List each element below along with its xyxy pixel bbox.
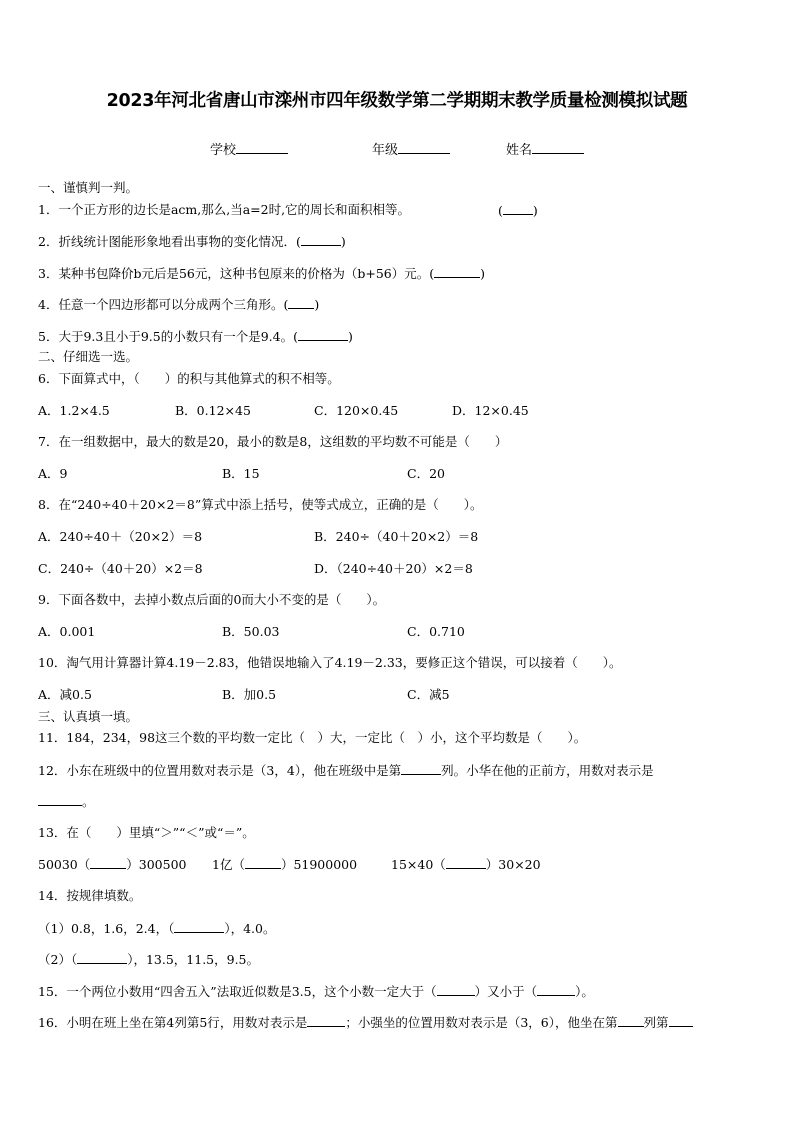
question-13: 13．在（ ）里填“＞”“＜”或“＝”。 bbox=[38, 824, 255, 840]
q7-options bbox=[38, 464, 764, 496]
q9-options bbox=[38, 622, 764, 654]
question-10: 10．淘气用计算器计算4.19－2.83，他错误地输入了4.19－2.33，要修正这个错误，可以接着（ ）。 bbox=[38, 655, 622, 671]
q13-blank-1[interactable] bbox=[90, 854, 126, 869]
q13-item-1: 50030（ ）300500 bbox=[38, 854, 186, 875]
q10-option-a[interactable]: A．减0.5 bbox=[38, 686, 92, 702]
question-12: 12．小东在班级中的位置用数对表示是（3，4），他在班级中是第 列。小华在他的正前方，用数对表示是 bbox=[38, 760, 764, 792]
section-heading-fill: 三、认真填一填。 bbox=[38, 708, 139, 724]
q10-option-b[interactable]: B．加0.5 bbox=[222, 686, 277, 702]
q7-option-b[interactable]: B．15 bbox=[222, 465, 260, 481]
question-5: 5．大于9.3且小于9.5的小数只有一个是9.4。( ) bbox=[38, 326, 764, 358]
q2-answer-blank[interactable] bbox=[301, 231, 341, 246]
name-field[interactable] bbox=[506, 139, 584, 158]
q14-blank-1[interactable] bbox=[174, 918, 224, 933]
question-3: 3．某种书包降价b元后是56元，这种书包原来的价格为（b+56）元。( ) bbox=[38, 263, 764, 295]
q13-item-3: 15×40（ ）30×20 bbox=[391, 854, 541, 875]
q8-option-a[interactable]: A．240÷40＋（20×2）＝8 bbox=[38, 528, 203, 544]
q9-option-a[interactable]: A．0.001 bbox=[38, 623, 96, 639]
q6-option-d[interactable]: D．12×0.45 bbox=[452, 402, 529, 418]
school-field[interactable] bbox=[210, 139, 288, 158]
q8-option-d[interactable]: D．（240÷40＋20）×2＝8 bbox=[314, 560, 473, 576]
question-1: 1．一个正方形的边长是acm,那么,当a=2时,它的周长和面积相等。 ( ) bbox=[38, 200, 764, 232]
q12-blank-1[interactable] bbox=[401, 760, 441, 775]
question-15: 15．一个两位小数用“四舍五入”法取近似数是3.5，这个小数一定大于（ ）又小于（ ）。 bbox=[38, 981, 764, 1013]
section-heading-choose: 二、仔细选一选。 bbox=[38, 349, 139, 365]
q13-item-2: 1亿（ ）51900000 bbox=[212, 854, 357, 875]
exam-body bbox=[38, 178, 764, 1044]
q9-option-b[interactable]: B．50.03 bbox=[222, 623, 280, 639]
q14-blank-2[interactable] bbox=[77, 949, 127, 964]
q7-option-c[interactable]: C．20 bbox=[407, 465, 445, 481]
q8-options-row1 bbox=[38, 527, 764, 559]
q1-answer-paren[interactable]: ( ) bbox=[498, 200, 538, 221]
grade-blank[interactable] bbox=[398, 140, 450, 154]
name-blank[interactable] bbox=[532, 140, 584, 154]
question-6: 6．下面算式中，（ ）的积与其他算式的积不相等。 bbox=[38, 370, 340, 386]
question-16: 16．小明在班上坐在第4列第5行，用数对表示是 ；小强坐的位置用数对表示是（3，6），他坐在第 列第 bbox=[38, 1012, 764, 1044]
q8-option-c[interactable]: C．240÷（40＋20）×2＝8 bbox=[38, 560, 203, 576]
question-14-part-2: （2）（ ），13.5，11.5，9.5。 bbox=[38, 949, 764, 981]
page-title: 2023年河北省唐山市滦州市四年级数学第二学期期末教学质量检测模拟试题 bbox=[106, 91, 688, 111]
question-4: 4．任意一个四边形都可以分成两个三角形。( ) bbox=[38, 294, 764, 326]
q16-blank-2[interactable] bbox=[618, 1012, 644, 1027]
q6-option-c[interactable]: C．120×0.45 bbox=[314, 402, 399, 418]
q15-blank-1[interactable] bbox=[437, 981, 475, 996]
name-label: 姓名 bbox=[506, 143, 533, 158]
q13-blank-2[interactable] bbox=[245, 854, 281, 869]
question-12-continued: 。 bbox=[38, 791, 764, 823]
question-11: 11．184，234，98这三个数的平均数一定比（ ）大，一定比（ ）小，这个平均数是（ ）。 bbox=[38, 730, 587, 745]
question-9: 9．下面各数中，去掉小数点后面的0而大小不变的是（ ）。 bbox=[38, 592, 386, 608]
q6-options bbox=[38, 401, 764, 433]
grade-label: 年级 bbox=[372, 143, 399, 158]
student-info-fields bbox=[0, 139, 794, 159]
q12-blank-2[interactable] bbox=[38, 791, 82, 806]
q6-option-b[interactable]: B．0.12×45 bbox=[175, 402, 251, 418]
q3-answer-blank[interactable] bbox=[434, 263, 480, 278]
school-blank[interactable] bbox=[236, 140, 288, 154]
q13-items bbox=[38, 854, 764, 886]
school-label: 学校 bbox=[210, 143, 237, 158]
q9-option-c[interactable]: C．0.710 bbox=[407, 623, 465, 639]
question-8: 8．在“240÷40＋20×2＝8”算式中添上括号，使等式成立，正确的是（ ）。 bbox=[38, 497, 483, 513]
question-14: 14．按规律填数。 bbox=[38, 887, 142, 903]
grade-field[interactable] bbox=[372, 139, 450, 158]
q10-option-c[interactable]: C．减5 bbox=[407, 686, 450, 702]
q6-option-a[interactable]: A．1.2×4.5 bbox=[38, 402, 110, 418]
question-2: 2．折线统计图能形象地看出事物的变化情况．( ) bbox=[38, 231, 764, 263]
q13-blank-3[interactable] bbox=[446, 854, 486, 869]
question-14-part-1: （1）0.8，1.6，2.4，（ ），4.0。 bbox=[38, 918, 764, 950]
q7-option-a[interactable]: A．9 bbox=[38, 465, 68, 481]
q16-blank-3[interactable] bbox=[669, 1012, 693, 1027]
q8-option-b[interactable]: B．240÷（40＋20×2）＝8 bbox=[314, 528, 479, 544]
q8-options-row2 bbox=[38, 559, 764, 591]
question-7: 7．在一组数据中，最大的数是20，最小的数是8，这组数的平均数不可能是（ ） bbox=[38, 434, 508, 450]
q15-blank-2[interactable] bbox=[537, 981, 575, 996]
q4-answer-blank[interactable] bbox=[288, 294, 314, 309]
q5-answer-blank[interactable] bbox=[298, 326, 348, 341]
section-heading-judge: 一、谨慎判一判。 bbox=[38, 180, 139, 195]
q16-blank-1[interactable] bbox=[307, 1012, 345, 1027]
